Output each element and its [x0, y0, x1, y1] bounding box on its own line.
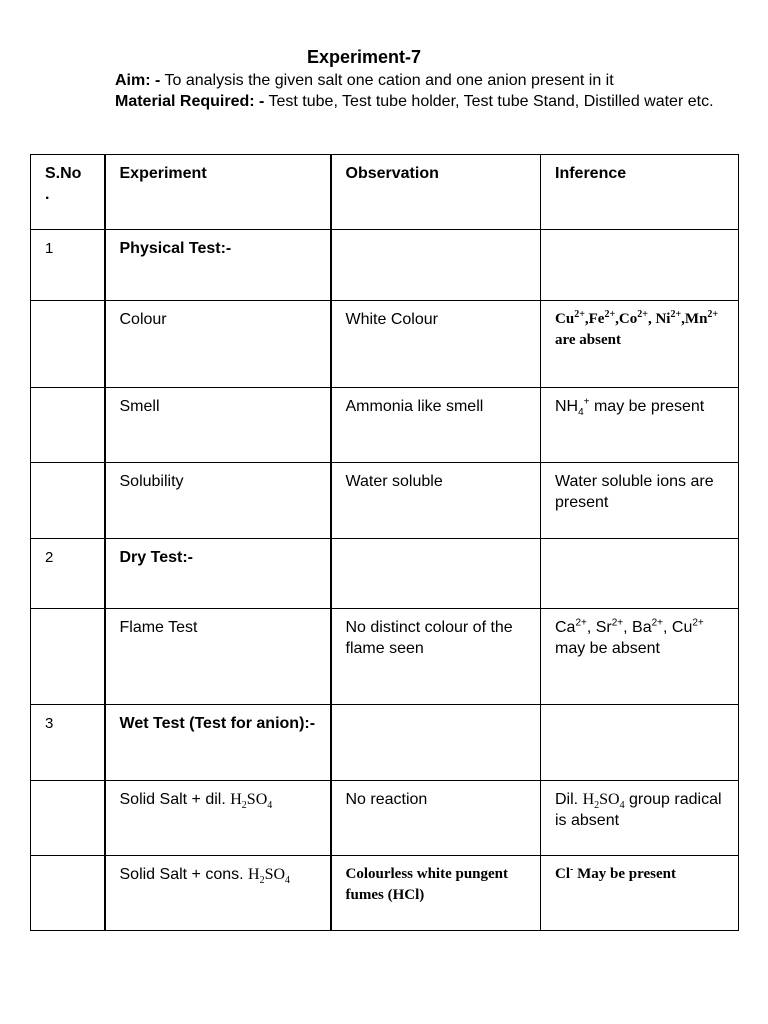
row-experiment: Solid Salt + dil. $H_2SO_4$: [105, 781, 331, 856]
row-experiment: Solubility: [105, 463, 331, 539]
header-observation: Observation: [331, 155, 541, 230]
table-row: [31, 301, 739, 388]
row-observation: No distinct colour of the flame seen: [331, 609, 541, 705]
experiment-table: [30, 154, 739, 931]
row-inference: Cl- May be present: [541, 856, 739, 931]
row-sno: 3: [31, 705, 105, 781]
row-observation: [331, 705, 541, 781]
row-experiment: Flame Test: [105, 609, 331, 705]
material-line: Material Required: - Test tube, Test tube holder, Test tube Stand, Distilled water etc.: [115, 93, 714, 110]
row-inference: Water soluble ions are present: [541, 463, 739, 539]
table-row: [31, 463, 739, 539]
row-sno: [31, 463, 105, 539]
table-row: [31, 539, 739, 609]
header-sno: S.No .: [31, 155, 105, 230]
row-sno: 2: [31, 539, 105, 609]
row-observation: Ammonia like smell: [331, 388, 541, 463]
row-observation: [331, 230, 541, 301]
row-sno: [31, 388, 105, 463]
row-observation: Water soluble: [331, 463, 541, 539]
row-sno: [31, 856, 105, 931]
row-observation: Colourless white pungent fumes (HCl): [331, 856, 541, 931]
table-row: [31, 230, 739, 301]
row-experiment: Smell: [105, 388, 331, 463]
header-inference: Inference: [541, 155, 739, 230]
row-observation: No reaction: [331, 781, 541, 856]
row-inference: Dil. $H_2SO_4$ group radical is absent: [541, 781, 739, 856]
table-row: [31, 856, 739, 931]
row-observation: White Colour: [331, 301, 541, 388]
row-inference: [541, 539, 739, 609]
header-block: [115, 70, 735, 112]
table-row: [31, 388, 739, 463]
table-header-row: [31, 155, 739, 230]
row-experiment: Physical Test:-: [105, 230, 331, 301]
row-experiment: Colour: [105, 301, 331, 388]
row-inference: $NH_4^+$ may be present: [541, 388, 739, 463]
aim-line: Aim: - To analysis the given salt one cation and one anion present in it: [115, 72, 614, 89]
row-sno: [31, 301, 105, 388]
row-sno: [31, 609, 105, 705]
table-row: [31, 609, 739, 705]
row-inference: $Ca^{2+}$, $Sr^{2+}$, $Ba^{2+}$, $Cu^{2+}$ may be absent: [541, 609, 739, 705]
table-row: [31, 705, 739, 781]
header-experiment: Experiment: [105, 155, 331, 230]
row-experiment: Wet Test (Test for anion):-: [105, 705, 331, 781]
row-sno: 1: [31, 230, 105, 301]
row-experiment: Solid Salt + cons. $H_2SO_4$: [105, 856, 331, 931]
row-inference: $Cu^{2+},Fe^{2+},Co^{2+}$, $Ni^{2+},Mn^{2+}$ are absent: [541, 301, 739, 388]
row-inference: [541, 230, 739, 301]
row-observation: [331, 539, 541, 609]
row-sno: [31, 781, 105, 856]
page-title: Experiment-7: [306, 47, 422, 67]
table-row: [31, 781, 739, 856]
row-experiment: Dry Test:-: [105, 539, 331, 609]
row-inference: [541, 705, 739, 781]
